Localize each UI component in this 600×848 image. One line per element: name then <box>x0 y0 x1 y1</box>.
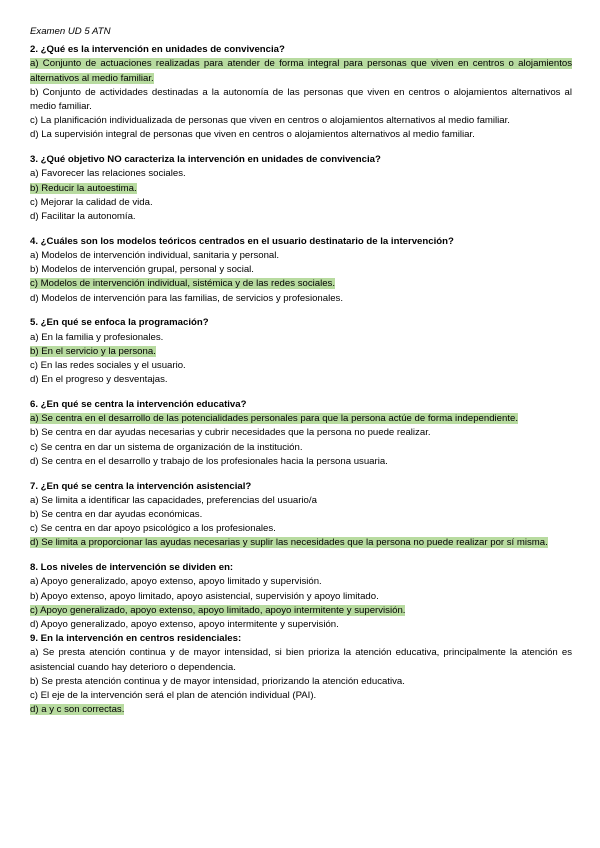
answer-option <box>30 575 572 589</box>
question-block <box>30 632 572 717</box>
answer-option-correct <box>30 536 572 550</box>
answer-option <box>30 86 572 114</box>
question-title: 9. En la intervención en centros residenciales: <box>30 633 242 645</box>
question-block <box>30 480 572 551</box>
answer-text: a) En la familia y profesionales. <box>30 331 164 343</box>
answer-text: c) Mejorar la calidad de vida. <box>30 196 153 208</box>
answer-text: a) Favorecer las relaciones sociales. <box>30 168 186 180</box>
answer-text: d) La supervisión integral de personas que viven en centros o alojamientos alternativos al medio familiar. <box>30 129 475 141</box>
question-block <box>30 561 572 632</box>
answer-text: c) Apoyo generalizado, apoyo extenso, apoyo limitado, apoyo intermitente y supervisión. <box>30 604 406 616</box>
answer-option <box>30 522 572 536</box>
answer-text: a) Conjunto de actuaciones realizadas para atender de forma integral para personas que viven en centros o alojamientos alternativos al medio familiar. <box>30 58 572 84</box>
answer-text: c) La planificación individualizada de personas que viven en centros o alojamientos alternativos al medio familiar. <box>30 115 510 127</box>
answer-option <box>30 249 572 263</box>
question-block <box>30 153 572 224</box>
answer-text: c) En las redes sociales y el usuario. <box>30 360 186 372</box>
answer-option <box>30 441 572 455</box>
document-header: Examen UD 5 ATN <box>30 26 111 37</box>
answer-text: d) Facilitar la autonomía. <box>30 211 136 223</box>
answer-option <box>30 426 572 440</box>
answer-option <box>30 292 572 306</box>
answer-option <box>30 114 572 128</box>
answer-text: b) Modelos de intervención grupal, personal y social. <box>30 264 254 276</box>
answer-text: a) Modelos de intervención individual, sanitaria y personal. <box>30 250 280 262</box>
answer-option-correct <box>30 277 572 291</box>
answer-option <box>30 646 572 674</box>
answer-text: b) Se centra en dar ayudas económicas. <box>30 509 203 521</box>
answer-option-correct <box>30 604 572 618</box>
answer-option <box>30 675 572 689</box>
answer-option-correct <box>30 345 572 359</box>
answer-text: d) Modelos de intervención para las familias, de servicios y profesionales. <box>30 292 344 304</box>
answer-option <box>30 494 572 508</box>
answer-option-correct <box>30 57 572 85</box>
answer-option <box>30 196 572 210</box>
answer-text: b) En el servicio y la persona. <box>30 345 156 357</box>
answer-text: a) Se centra en el desarrollo de las potencialidades personales para que la persona actúe de forma independiente. <box>30 413 519 425</box>
answer-text: d) Se centra en el desarrollo y trabajo de los profesionales hacia la persona usuaria. <box>30 455 388 467</box>
question-title: 2. ¿Qué es la intervención en unidades de convivencia? <box>30 44 285 56</box>
answer-option <box>30 455 572 469</box>
answer-option <box>30 359 572 373</box>
answer-text: d) En el progreso y desventajas. <box>30 374 168 386</box>
question-block <box>30 43 572 142</box>
answer-text: d) Apoyo generalizado, apoyo extenso, apoyo intermitente y supervisión. <box>30 619 339 631</box>
answer-option-correct <box>30 703 572 717</box>
question-list <box>30 43 572 717</box>
answer-option <box>30 263 572 277</box>
answer-option-correct <box>30 182 572 196</box>
question-title: 8. Los niveles de intervención se dividen en: <box>30 562 234 574</box>
answer-option <box>30 508 572 522</box>
answer-option <box>30 689 572 703</box>
answer-text: a) Se presta atención continua y de mayor intensidad, si bien prioriza la atención educativa, principalmente la atención es asistencial cuando hay deterioro o dependencia. <box>30 647 572 673</box>
answer-text: b) Conjunto de actividades destinadas a la autonomía de las personas que viven en centros o alojamientos alternativos al medio familiar. <box>30 86 572 113</box>
answer-text: b) Apoyo extenso, apoyo limitado, apoyo asistencial, supervisión y apoyo limitado. <box>30 590 379 602</box>
answer-option-correct <box>30 412 572 426</box>
answer-text: b) Se presta atención continua y de mayor intensidad, priorizando la atención educativa. <box>30 675 405 687</box>
answer-option <box>30 618 572 632</box>
question-title: 7. ¿En qué se centra la intervención asistencial? <box>30 480 252 492</box>
question-title: 3. ¿Qué objetivo NO caracteriza la intervención en unidades de convivencia? <box>30 154 381 166</box>
answer-text: c) Se centra en dar un sistema de organización de la institución. <box>30 441 303 453</box>
question-title: 6. ¿En qué se centra la intervención educativa? <box>30 399 247 411</box>
answer-text: d) Se limita a proporcionar las ayudas necesarias y suplir las necesidades que la persona no puede realizar por sí misma. <box>30 537 548 549</box>
answer-text: c) El eje de la intervención será el plan de atención individual (PAI). <box>30 690 317 702</box>
answer-text: c) Se centra en dar apoyo psicológico a los profesionales. <box>30 523 276 535</box>
answer-text: b) Reducir la autoestima. <box>30 182 137 194</box>
answer-option <box>30 210 572 224</box>
answer-text: b) Se centra en dar ayudas necesarias y cubrir necesidades que la persona no puede realizar. <box>30 427 431 439</box>
answer-option <box>30 373 572 387</box>
question-title: 4. ¿Cuáles son los modelos teóricos centrados en el usuario destinatario de la intervención? <box>30 235 454 247</box>
question-block <box>30 235 572 306</box>
answer-option <box>30 590 572 604</box>
answer-option <box>30 167 572 181</box>
answer-text: d) a y c son correctas. <box>30 704 125 716</box>
answer-option <box>30 128 572 142</box>
answer-text: c) Modelos de intervención individual, sistémica y de las redes sociales. <box>30 278 336 290</box>
question-block <box>30 316 572 387</box>
answer-text: a) Apoyo generalizado, apoyo extenso, apoyo limitado y supervisión. <box>30 576 322 588</box>
question-block <box>30 398 572 469</box>
question-title: 5. ¿En qué se enfoca la programación? <box>30 317 209 329</box>
answer-option <box>30 331 572 345</box>
answer-text: a) Se limita a identificar las capacidades, preferencias del usuario/a <box>30 494 317 506</box>
